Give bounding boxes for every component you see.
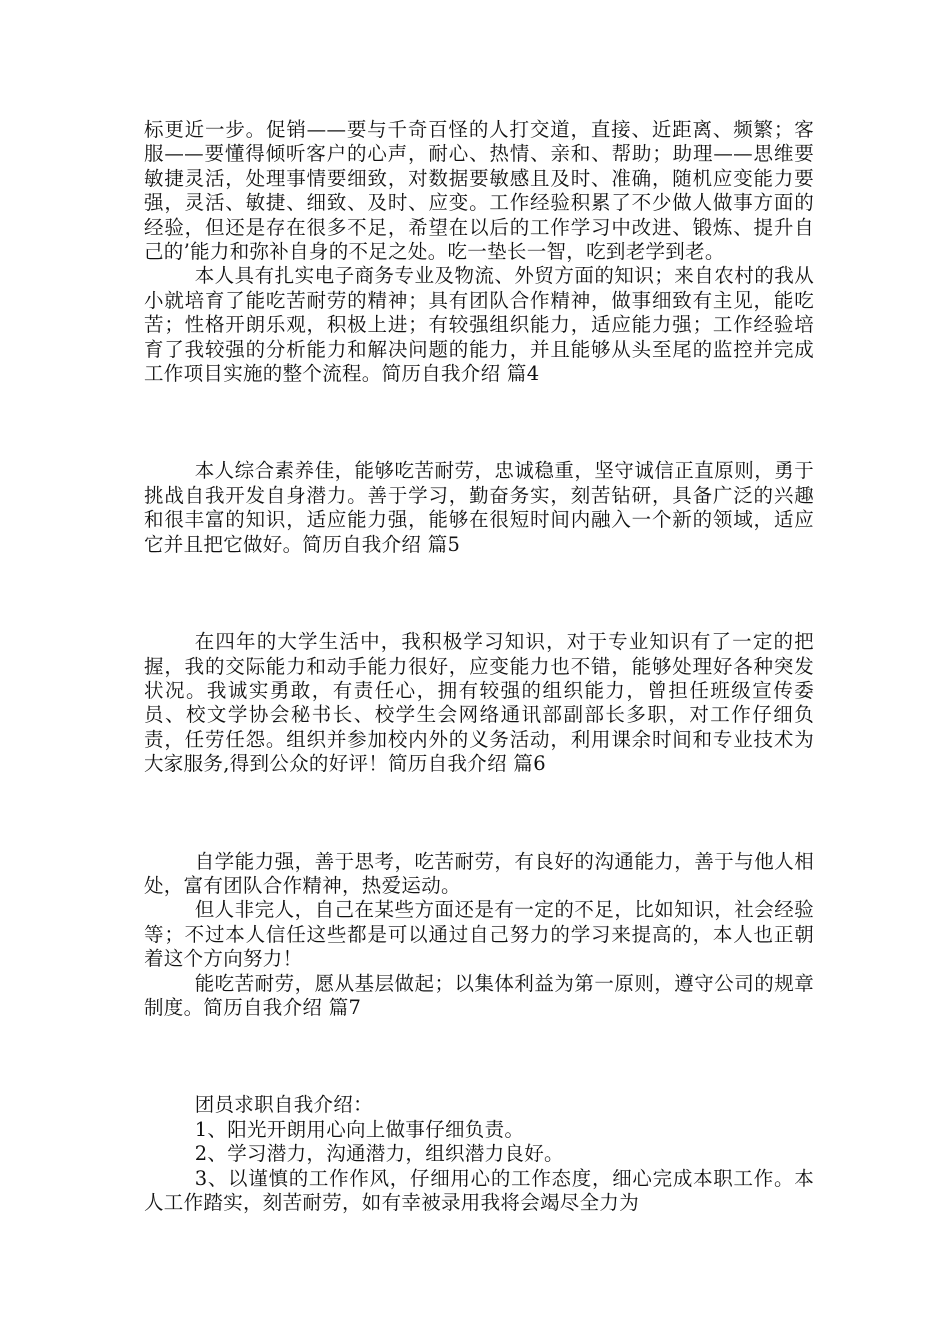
paragraph-section-6-c: 能吃苦耐劳，愿从基层做起；以集体利益为第一原则，遵守公司的规章制度。简历自我介绍 篇7 xyxy=(144,971,814,1019)
paragraph-continuation: 标更近一步。促销——要与千奇百怪的人打交道，直接、近距离、频繁；客服——要懂得倾听客户的心声，耐心、热情、亲和、帮助；助理——思维要敏捷灵活，处理事情要细致，对数据要敏感且及时、准确，随机应变能力要强，灵活、敏捷、细致、及时、应变。工作经验积累了不少做人做事方面的经验，但还是存在很多不足，希望在以后的工作学习中改进、锻炼、提升自己的’能力和弥补自身的不足之处。吃一垫长一智，吃到老学到老。 xyxy=(144,118,814,264)
document-body xyxy=(144,118,814,1215)
paragraph-section-6-b: 但人非完人，自己在某些方面还是有一定的不足，比如知识，社会经验等；不过本人信任这些都是可以通过自己努力的学习来提高的，本人也正朝着这个方向努力！ xyxy=(144,898,814,971)
list-item-2: 2、学习潜力，沟通潜力，组织潜力良好。 xyxy=(194,1142,564,1166)
paragraph-section-5: 在四年的大学生活中，我积极学习知识，对于专业知识有了一定的把握，我的交际能力和动手能力很好，应变能力也不错，能够处理好各种突发状况。我诚实勇敢，有责任心，拥有较强的组织能力，曾担任班级宣传委员、校文学协会秘书长、校学生会网络通讯部副部长多职，对工作仔细负责，任劳任怨。组织并参加校内外的义务活动，利用课余时间和专业技术为大家服务,得到公众的好评！简历自我介绍 篇6 xyxy=(144,630,814,776)
section-gap xyxy=(144,386,814,459)
paragraph-section-7-heading: 团员求职自我介绍： xyxy=(194,1093,373,1117)
section-gap xyxy=(144,777,814,850)
paragraph-section-4: 本人综合素养佳，能够吃苦耐劳，忠诚稳重，坚守诚信正直原则，勇于挑战自我开发自身潜力。善于学习，勤奋务实，刻苦钻研，具备广泛的兴趣和很丰富的知识，适应能力强，能够在很短时间内融入一个新的领域，适应它并且把它做好。简历自我介绍 篇5 xyxy=(144,459,814,556)
list-item-1: 1、阳光开朗用心向上做事仔细负责。 xyxy=(194,1117,525,1141)
section-gap xyxy=(144,557,814,630)
section-gap xyxy=(144,1020,814,1093)
paragraph-skills: 本人具有扎实电子商务专业及物流、外贸方面的知识；来自农村的我从小就培育了能吃苦耐劳的精神；具有团队合作精神，做事细致有主见，能吃苦；性格开朗乐观，积极上进；有较强组织能力，适应能力强；工作经验培育了我较强的分析能力和解决问题的能力，并且能够从头至尾的监控并完成工作项目实施的整个流程。简历自我介绍 篇4 xyxy=(144,264,814,386)
paragraph-section-6-a: 自学能力强，善于思考，吃苦耐劳，有良好的沟通能力，善于与他人相处，富有团队合作精神，热爱运动。 xyxy=(144,849,814,897)
list-item-3: 3、以谨慎的工作作风，仔细用心的工作态度，细心完成本职工作。本人工作踏实，刻苦耐劳，如有幸被录用我将会竭尽全力为 xyxy=(144,1166,814,1214)
